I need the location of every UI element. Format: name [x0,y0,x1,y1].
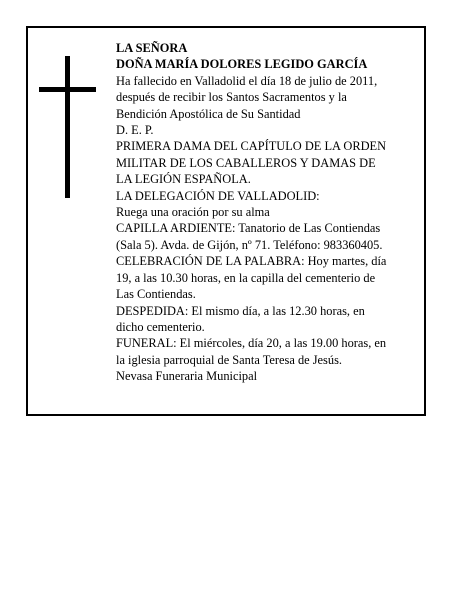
funeral-line-2: la iglesia parroquial de Santa Teresa de Jesús. [116,352,342,367]
chapel-line-2: (Sala 5). Avda. de Gijón, nº 71. Teléfono: 983360405. [116,237,383,252]
cross-icon [39,56,96,198]
celebration-line-3: Las Contiendas. [116,287,196,302]
celebration-line-1: CELEBRACIÓN DE LA PALABRA: Hoy martes, día [116,254,387,269]
funeral-home: Nevasa Funeraria Municipal [116,369,258,384]
obituary-notice [26,26,426,416]
notice-heading: LA SEÑORA [116,41,188,55]
death-statement-end: Bendición Apostólica de Su Santidad [116,106,301,121]
title-line-3: LA LEGIÓN ESPAÑOLA. [116,172,251,187]
funeral-line-1: FUNERAL: El miércoles, día 20, a las 19.00 horas, en [116,336,387,351]
notice-text [116,40,422,385]
death-statement: Ha fallecido en Valladolid el día 18 de julio de 2011, [116,73,378,88]
deceased-name: DOÑA MARÍA DOLORES LEGIDO GARCÍA [116,57,368,72]
farewell-line-2: dicho cementerio. [116,319,205,334]
celebration-line-2: 19, a las 10.30 horas, en la capilla del cementerio de [116,270,376,285]
cross-vertical-bar [65,56,70,198]
cross-horizontal-bar [39,87,96,92]
chapel-line-1: CAPILLA ARDIENTE: Tanatorio de Las Contiendas [116,221,381,236]
delegation-line: LA DELEGACIÓN DE VALLADOLID: [116,188,320,203]
rip-line: D. E. P. [116,123,154,138]
title-line-1: PRIMERA DAMA DEL CAPÍTULO DE LA ORDEN [116,139,387,154]
prayer-request: Ruega una oración por su alma [116,205,270,220]
farewell-line-1: DESPEDIDA: El mismo día, a las 12.30 horas, en [116,303,365,318]
title-line-2: MILITAR DE LOS CABALLEROS Y DAMAS DE [116,155,376,170]
death-statement-continued: después de recibir los Santos Sacramentos y la [116,90,347,105]
